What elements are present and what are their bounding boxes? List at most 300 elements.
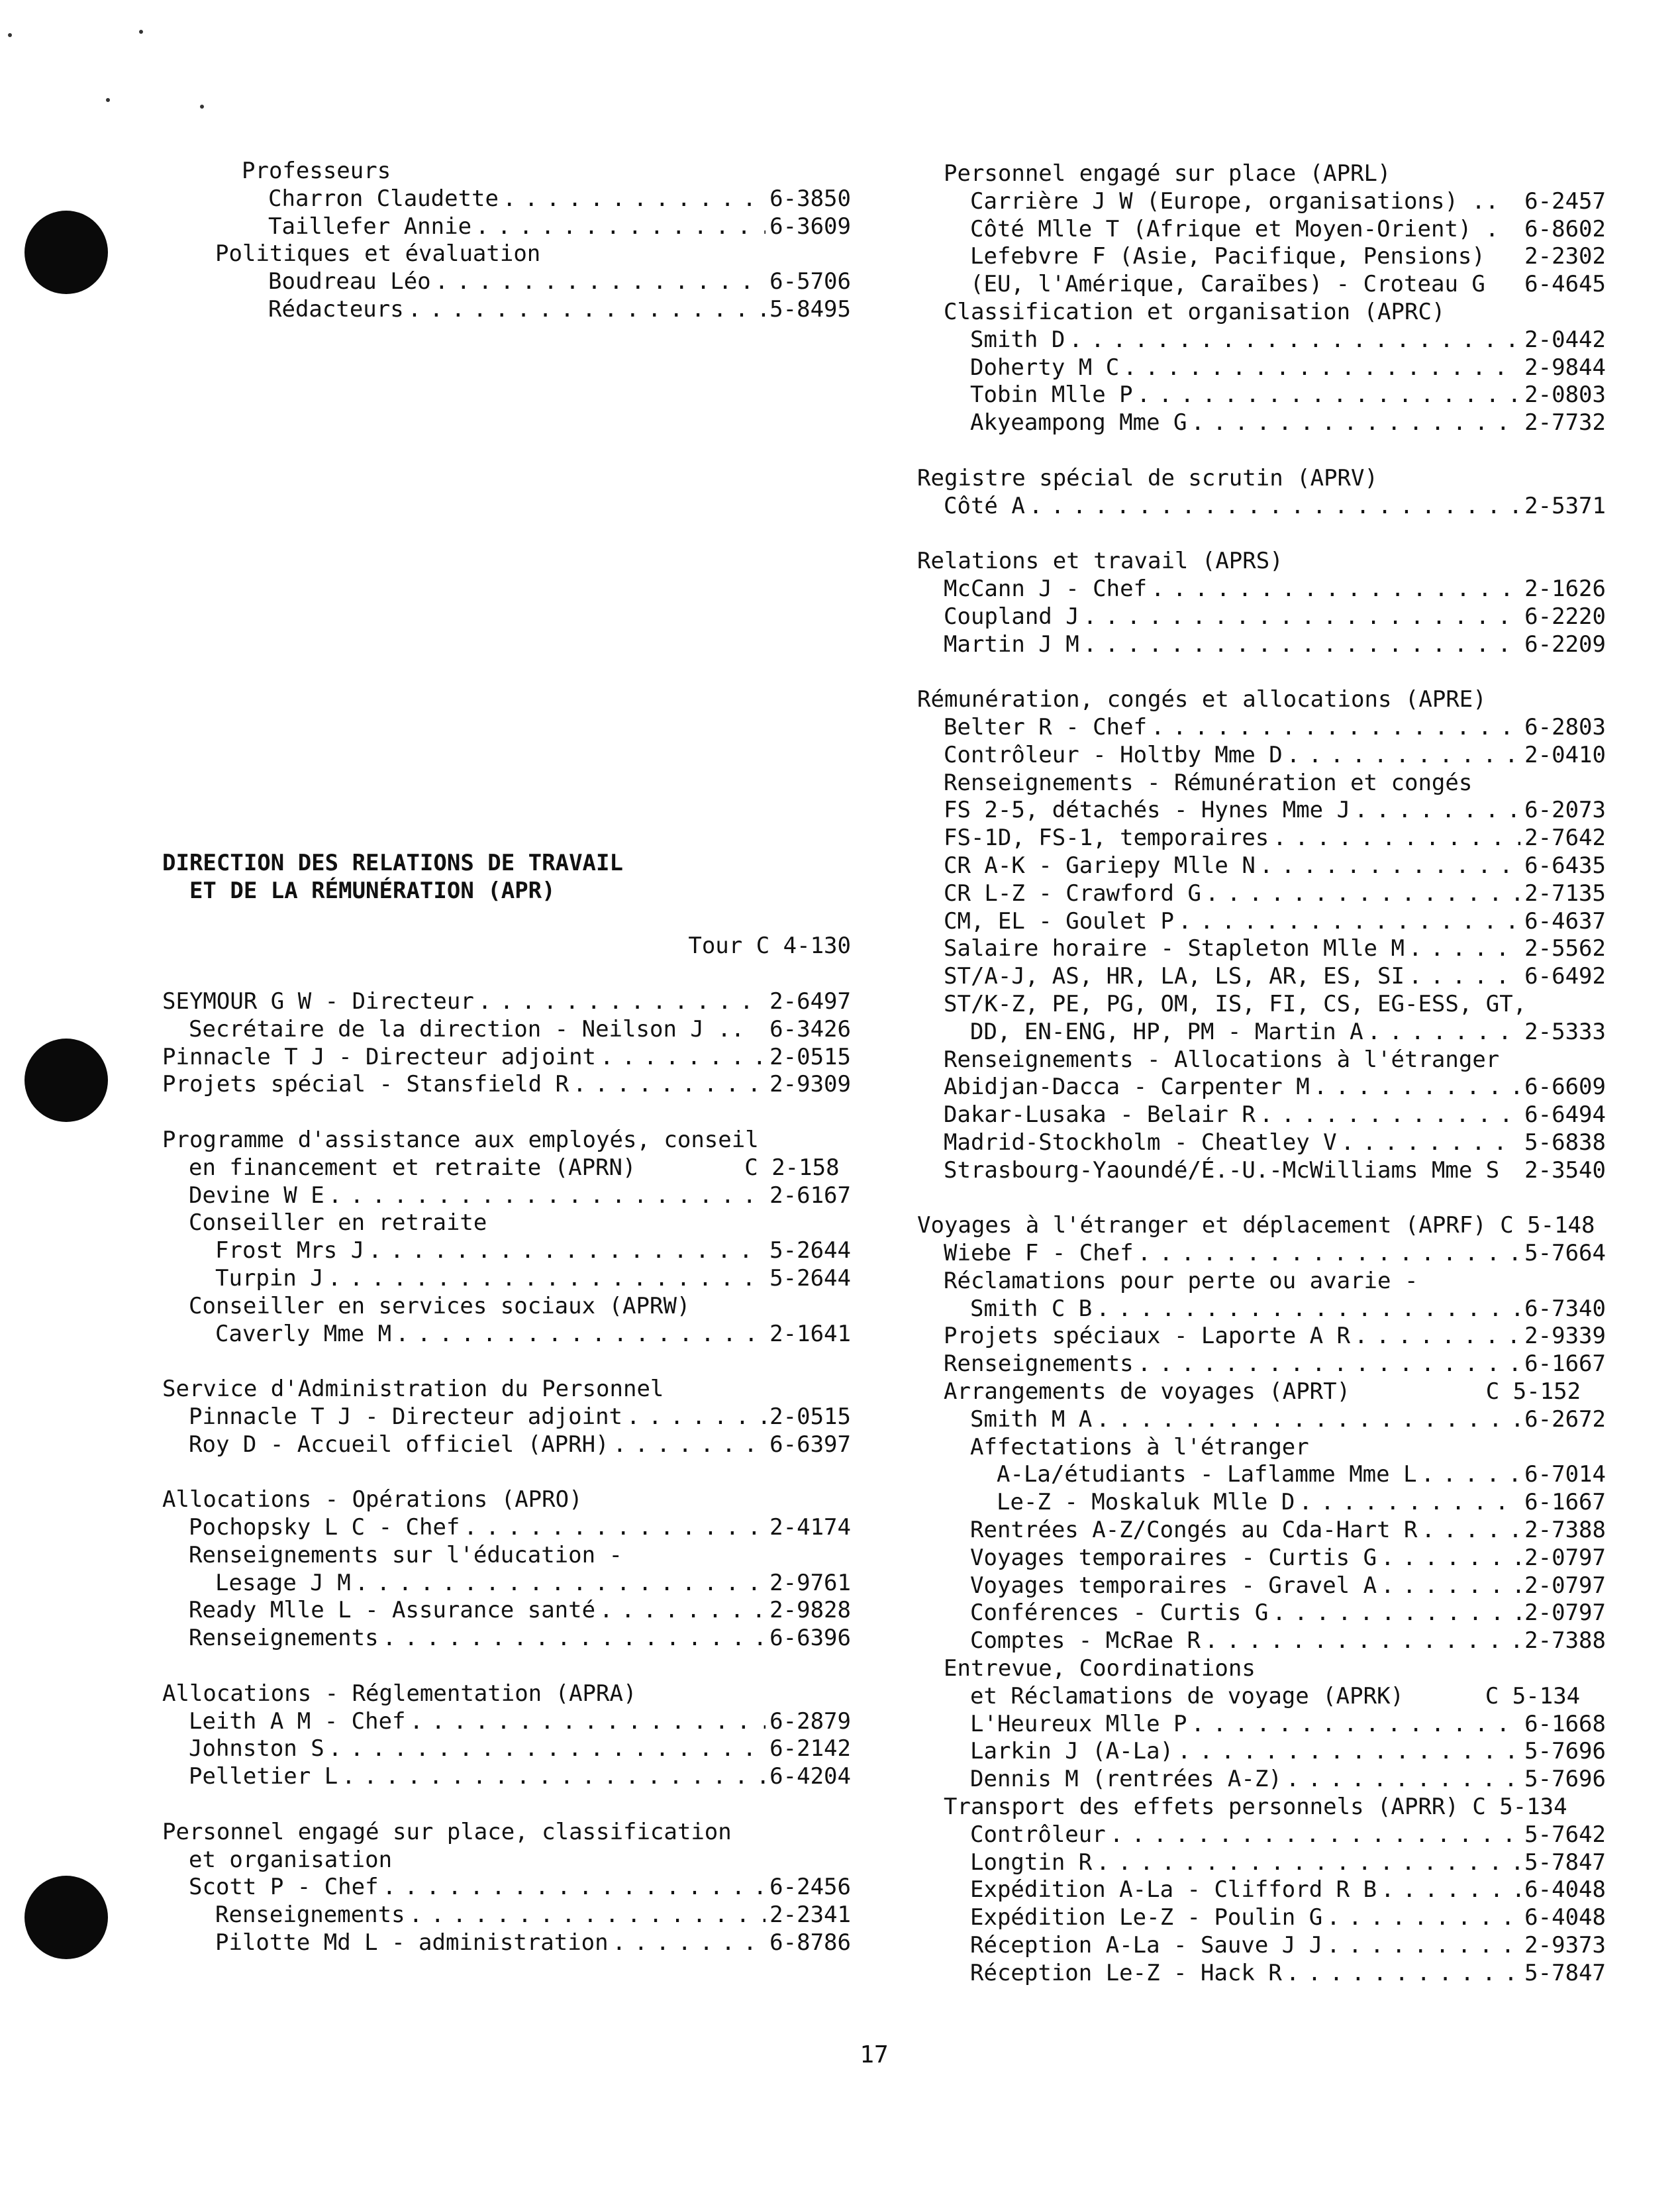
dot-leader bbox=[1069, 327, 1520, 354]
entry-name: Carrière J W (Europe, organisations) .. bbox=[970, 187, 1499, 215]
entry-name: Renseignements bbox=[944, 1350, 1134, 1378]
dot-leader bbox=[1205, 1627, 1520, 1655]
directory-subheading: Entrevue, Coordinations bbox=[944, 1655, 1256, 1682]
dot-leader bbox=[1096, 1296, 1520, 1323]
dot-leader bbox=[1191, 1711, 1521, 1739]
directory-entry bbox=[917, 1489, 1606, 1517]
entry-phone: 6-4048 bbox=[1524, 1904, 1606, 1931]
directory-subheading: Conseiller en services sociaux (APRW) bbox=[189, 1292, 691, 1319]
directory-entry bbox=[917, 1711, 1606, 1739]
dot-leader bbox=[573, 1071, 766, 1099]
dot-leader bbox=[1381, 1572, 1520, 1600]
entry-phone: 2-7732 bbox=[1524, 409, 1606, 436]
spacer bbox=[162, 1459, 851, 1487]
entry-phone: 6-8786 bbox=[769, 1929, 851, 1957]
entry-name: Renseignements bbox=[215, 1902, 405, 1929]
section-heading: ET DE LA RÉMUNÉRATION (APR) bbox=[162, 877, 556, 904]
dot-leader bbox=[1422, 1517, 1521, 1545]
dot-leader bbox=[1177, 1738, 1520, 1766]
directory-subheading: Programme d'assistance aux employés, conseil bbox=[162, 1126, 759, 1153]
dot-leader bbox=[1314, 1074, 1520, 1101]
entry-phone: 2-1626 bbox=[1524, 575, 1606, 602]
dot-leader bbox=[435, 268, 766, 296]
directory-entry bbox=[162, 1431, 851, 1459]
directory-entry bbox=[917, 963, 1606, 991]
entry-name: Belter R - Chef bbox=[944, 713, 1148, 740]
spacer bbox=[917, 520, 1606, 548]
directory-subheading: et Réclamations de voyage (APRK) C 5-134 bbox=[970, 1682, 1581, 1709]
dot-leader bbox=[626, 1403, 766, 1431]
dot-leader bbox=[1123, 354, 1520, 382]
spacer bbox=[917, 1184, 1606, 1212]
entry-name: L'Heureux Mlle P bbox=[970, 1710, 1187, 1737]
dot-leader bbox=[1286, 1766, 1520, 1794]
section-heading: DIRECTION DES RELATIONS DE TRAVAIL bbox=[162, 849, 623, 876]
dot-leader bbox=[1354, 1323, 1520, 1350]
directory-entry bbox=[917, 1876, 1606, 1904]
directory-entry bbox=[917, 216, 1606, 244]
dot-leader bbox=[1421, 1461, 1521, 1489]
spacer bbox=[162, 1653, 851, 1680]
directory-entry bbox=[162, 1929, 851, 1957]
dot-leader bbox=[328, 1735, 766, 1763]
entry-name: Scott P - Chef bbox=[189, 1874, 379, 1901]
entry-name: (EU, l'Amérique, Caraïbes) - Croteau G bbox=[970, 271, 1485, 298]
directory-entry bbox=[162, 1016, 851, 1044]
entry-phone: 6-1667 bbox=[1524, 1489, 1606, 1516]
entry-name: Johnston S bbox=[189, 1735, 324, 1762]
entry-name: Voyages temporaires - Curtis G bbox=[970, 1544, 1377, 1571]
scan-speck bbox=[139, 30, 143, 34]
dot-leader bbox=[355, 1570, 766, 1598]
directory-subheading: Renseignements sur l'éducation - bbox=[189, 1541, 623, 1568]
directory-entry bbox=[917, 1932, 1606, 1960]
entry-name: Dennis M (rentrées A-Z) bbox=[970, 1766, 1282, 1793]
dot-leader bbox=[1286, 1960, 1520, 1988]
entry-phone: 5-7642 bbox=[1524, 1821, 1606, 1848]
entry-name: Martin J M bbox=[944, 631, 1079, 658]
entry-phone: 6-6609 bbox=[1524, 1074, 1606, 1101]
dot-leader bbox=[1137, 381, 1521, 409]
dot-leader bbox=[383, 1874, 766, 1902]
directory-subheading: Voyages à l'étranger et déplacement (APRF) C 5-148 bbox=[917, 1212, 1595, 1239]
directory-subheading: Transport des effets personnels (APRR) C 5-134 bbox=[944, 1794, 1567, 1821]
dot-leader bbox=[1110, 1821, 1520, 1849]
entry-phone: 2-1641 bbox=[769, 1320, 851, 1347]
entry-name: Renseignements bbox=[189, 1625, 379, 1652]
directory-entry bbox=[917, 271, 1606, 299]
dot-leader bbox=[1083, 631, 1520, 659]
entry-name: CM, EL - Goulet P bbox=[944, 907, 1174, 935]
directory-entry bbox=[162, 1265, 851, 1293]
entry-phone: 6-5706 bbox=[769, 268, 851, 295]
entry-phone: 6-6492 bbox=[1524, 963, 1606, 990]
entry-name: Pilotte Md L - administration bbox=[215, 1929, 609, 1957]
directory-entry bbox=[917, 908, 1606, 936]
directory-subheading: Politiques et évaluation bbox=[215, 240, 541, 268]
entry-name: Smith D bbox=[970, 326, 1065, 353]
directory-entry bbox=[917, 1101, 1606, 1129]
entry-name: Akyeampong Mme G bbox=[970, 409, 1187, 436]
spacer bbox=[162, 960, 851, 988]
directory-entry bbox=[917, 935, 1606, 963]
spacer bbox=[162, 905, 851, 933]
directory-entry bbox=[917, 1572, 1606, 1600]
dot-leader bbox=[1151, 576, 1520, 603]
entry-name: Abidjan-Dacca - Carpenter M bbox=[944, 1074, 1310, 1101]
dot-leader bbox=[1083, 603, 1520, 631]
dot-leader bbox=[1367, 1019, 1521, 1046]
dot-leader bbox=[600, 1044, 766, 1072]
entry-phone: 6-2879 bbox=[769, 1707, 851, 1735]
entry-name: Rédacteurs bbox=[268, 295, 404, 323]
directory-entry bbox=[917, 1766, 1606, 1794]
directory-subheading: Renseignements - Allocations à l'étranger bbox=[944, 1046, 1500, 1073]
dot-leader bbox=[1354, 797, 1520, 825]
entry-name: Dakar-Lusaka - Belair R bbox=[944, 1101, 1256, 1129]
dot-leader bbox=[1178, 908, 1520, 936]
spacer bbox=[162, 1791, 851, 1819]
directory-entry bbox=[917, 1738, 1606, 1766]
directory-entry bbox=[917, 1129, 1606, 1157]
entry-phone: 2-9339 bbox=[1524, 1323, 1606, 1350]
directory-entry bbox=[917, 188, 1606, 216]
scan-speck bbox=[8, 33, 12, 37]
entry-name: Frost Mrs J bbox=[215, 1237, 365, 1264]
dot-leader bbox=[1191, 409, 1521, 437]
entry-name: Caverly Mme M bbox=[215, 1320, 392, 1347]
dot-leader bbox=[1341, 1129, 1521, 1157]
entry-phone: 5-7847 bbox=[1524, 1959, 1606, 1986]
directory-entry bbox=[917, 381, 1606, 409]
dot-leader bbox=[478, 988, 766, 1016]
entry-phone: 2-0442 bbox=[1524, 326, 1606, 353]
directory-entry bbox=[162, 1182, 851, 1210]
entry-name: Larkin J (A-La) bbox=[970, 1738, 1174, 1765]
directory-subheading: et organisation bbox=[189, 1846, 393, 1873]
directory-entry bbox=[162, 268, 851, 296]
directory-entry bbox=[917, 1627, 1606, 1655]
entry-name: Madrid-Stockholm - Cheatley V bbox=[944, 1129, 1337, 1156]
directory-subheading: Personnel engagé sur place, classification bbox=[162, 1818, 732, 1845]
directory-entry bbox=[162, 1597, 851, 1625]
entry-name: Projets spécial - Stansfield R bbox=[162, 1071, 569, 1098]
directory-entry bbox=[917, 1545, 1606, 1572]
directory-entry bbox=[917, 714, 1606, 742]
scan-speck bbox=[106, 98, 110, 102]
entry-phone: 6-6396 bbox=[769, 1625, 851, 1652]
directory-entry bbox=[917, 409, 1606, 437]
directory-entry bbox=[917, 1074, 1606, 1101]
entry-phone: 6-3426 bbox=[769, 1015, 851, 1043]
entry-name: Pochopsky L C - Chef bbox=[189, 1514, 460, 1541]
entry-name: Roy D - Accueil officiel (APRH) bbox=[189, 1431, 609, 1458]
directory-entry bbox=[917, 327, 1606, 354]
entry-name: Conférences - Curtis G bbox=[970, 1600, 1269, 1627]
entry-phone: 5-6838 bbox=[1524, 1129, 1606, 1156]
directory-entry bbox=[917, 742, 1606, 770]
entry-name: Expédition A-La - Clifford R B bbox=[970, 1876, 1377, 1904]
entry-name: SEYMOUR G W - Directeur bbox=[162, 988, 474, 1015]
directory-entry bbox=[917, 1019, 1606, 1046]
directory-entry bbox=[917, 1350, 1606, 1378]
spacer bbox=[917, 658, 1606, 686]
directory-entry bbox=[917, 603, 1606, 631]
directory-subheading: Renseignements - Rémunération et congés bbox=[944, 769, 1473, 796]
dot-leader bbox=[1408, 935, 1520, 963]
entry-phone: 2-9828 bbox=[769, 1597, 851, 1624]
entry-name: Leith A M - Chef bbox=[189, 1707, 406, 1735]
spacer bbox=[162, 1348, 851, 1376]
directory-entry bbox=[917, 493, 1606, 521]
directory-subheading: Rémunération, congés et allocations (APRE) bbox=[917, 686, 1487, 713]
spacer bbox=[162, 324, 851, 850]
entry-name: Lefebvre F (Asie, Pacifique, Pensions) bbox=[970, 243, 1485, 270]
entry-name: Wiebe F - Chef bbox=[944, 1240, 1134, 1267]
directory-entry bbox=[917, 1904, 1606, 1932]
entry-phone: 2-7388 bbox=[1524, 1517, 1606, 1544]
entry-name: Voyages temporaires - Gravel A bbox=[970, 1572, 1377, 1599]
entry-phone: 5-7664 bbox=[1524, 1240, 1606, 1267]
entry-phone: 6-2220 bbox=[1524, 603, 1606, 630]
entry-phone: 2-3540 bbox=[1524, 1156, 1606, 1184]
entry-phone: 6-7340 bbox=[1524, 1295, 1606, 1322]
entry-name: Charron Claudette bbox=[268, 185, 499, 212]
directory-entry bbox=[917, 825, 1606, 852]
dot-leader bbox=[1096, 1406, 1520, 1434]
entry-name: Turpin J bbox=[215, 1264, 324, 1292]
directory-entry bbox=[162, 213, 851, 241]
dot-leader bbox=[464, 1514, 766, 1542]
entry-name: Strasbourg-Yaoundé/É.-U.-McWilliams Mme S bbox=[944, 1156, 1500, 1184]
directory-entry bbox=[917, 797, 1606, 825]
directory-entry bbox=[162, 1321, 851, 1348]
entry-phone: 6-2073 bbox=[1524, 797, 1606, 824]
dot-leader bbox=[1326, 1932, 1520, 1960]
directory-subheading: Réclamations pour perte ou avarie - bbox=[944, 1267, 1418, 1294]
dot-leader bbox=[503, 185, 766, 213]
entry-phone: 2-9309 bbox=[769, 1071, 851, 1098]
entry-phone: 2-0410 bbox=[1524, 741, 1606, 768]
entry-name: Smith M A bbox=[970, 1405, 1093, 1433]
directory-entry bbox=[917, 1821, 1606, 1849]
entry-phone: 2-5562 bbox=[1524, 935, 1606, 962]
entry-name: Pelletier L bbox=[189, 1763, 338, 1790]
right-column bbox=[917, 160, 1606, 1988]
dot-leader bbox=[328, 1182, 766, 1210]
entry-phone: 2-7388 bbox=[1524, 1627, 1606, 1654]
entry-name: Smith C B bbox=[970, 1295, 1093, 1322]
directory-entry bbox=[162, 1071, 851, 1099]
entry-name: Projets spéciaux - Laporte A R bbox=[944, 1323, 1351, 1350]
directory-entry bbox=[917, 1461, 1606, 1489]
dot-leader bbox=[383, 1625, 766, 1653]
entry-name: Pinnacle T J - Directeur adjoint bbox=[189, 1403, 623, 1430]
directory-entry bbox=[162, 988, 851, 1016]
entry-phone: 6-6494 bbox=[1524, 1101, 1606, 1129]
directory-entry bbox=[162, 1514, 851, 1542]
dot-leader bbox=[1096, 1849, 1520, 1877]
entry-phone: 2-6497 bbox=[769, 988, 851, 1015]
dot-leader bbox=[475, 213, 766, 241]
dot-leader bbox=[1273, 825, 1520, 852]
entry-phone: 2-0797 bbox=[1524, 1544, 1606, 1571]
entry-phone: 6-4645 bbox=[1524, 271, 1606, 298]
dot-leader bbox=[1138, 1350, 1521, 1378]
entry-phone: 2-0515 bbox=[769, 1043, 851, 1070]
directory-entry bbox=[162, 1874, 851, 1902]
entry-phone: 6-2672 bbox=[1524, 1405, 1606, 1433]
entry-name: Le-Z - Moskaluk Mlle D bbox=[997, 1489, 1295, 1516]
binder-hole bbox=[25, 211, 108, 294]
entry-phone: 6-2457 bbox=[1524, 187, 1606, 215]
scan-speck bbox=[200, 105, 204, 109]
dot-leader bbox=[613, 1929, 766, 1957]
directory-subheading: Service d'Administration du Personnel bbox=[162, 1376, 664, 1403]
entry-name: Réception Le-Z - Hack R bbox=[970, 1959, 1282, 1986]
entry-phone: 2-0797 bbox=[1524, 1600, 1606, 1627]
entry-phone: 2-7135 bbox=[1524, 880, 1606, 907]
entry-phone: 6-6435 bbox=[1524, 852, 1606, 879]
spacer bbox=[917, 437, 1606, 465]
left-column bbox=[162, 158, 851, 1957]
directory-entry bbox=[162, 1708, 851, 1736]
entry-name: Expédition Le-Z - Poulin G bbox=[970, 1904, 1323, 1931]
directory-entry bbox=[162, 1237, 851, 1265]
entry-phone: 6-4637 bbox=[1524, 907, 1606, 935]
dot-leader bbox=[342, 1763, 766, 1791]
entry-name: Tobin Mlle P bbox=[970, 381, 1133, 409]
dot-leader bbox=[1408, 963, 1520, 991]
directory-entry bbox=[162, 1735, 851, 1763]
dot-leader bbox=[1029, 493, 1520, 521]
entry-name: Contrôleur bbox=[970, 1821, 1106, 1848]
entry-name: Côté A bbox=[944, 492, 1025, 519]
directory-entry bbox=[917, 1517, 1606, 1545]
entry-name: DD, EN-ENG, HP, PM - Martin A bbox=[970, 1018, 1363, 1045]
dot-leader bbox=[1287, 742, 1520, 770]
dot-leader bbox=[410, 1708, 766, 1736]
dot-leader bbox=[1138, 1240, 1521, 1268]
dot-leader bbox=[1151, 714, 1520, 742]
entry-phone: 6-1667 bbox=[1524, 1350, 1606, 1378]
page-number: 17 bbox=[860, 2041, 889, 2068]
directory-subheading: Allocations - Opérations (APRO) bbox=[162, 1486, 583, 1513]
entry-phone: 6-8602 bbox=[1524, 215, 1606, 242]
entry-name: FS 2-5, détachés - Hynes Mme J bbox=[944, 797, 1351, 824]
directory-entry bbox=[917, 1960, 1606, 1988]
directory-subheading: Personnel engagé sur place (APRL) bbox=[944, 160, 1391, 187]
entry-phone: 6-3850 bbox=[769, 185, 851, 212]
entry-name: Comptes - McRae R bbox=[970, 1627, 1201, 1654]
entry-phone: 6-4048 bbox=[1524, 1876, 1606, 1904]
entry-name: Doherty M C bbox=[970, 354, 1120, 381]
directory-entry bbox=[917, 1296, 1606, 1323]
directory-entry bbox=[917, 1406, 1606, 1434]
entry-phone: 2-5371 bbox=[1524, 492, 1606, 519]
entry-name: ST/A-J, AS, HR, LA, LS, AR, ES, SI bbox=[944, 963, 1405, 990]
entry-phone: 6-7014 bbox=[1524, 1461, 1606, 1488]
location-text: Tour C 4-130 bbox=[688, 933, 851, 960]
directory-entry bbox=[162, 296, 851, 324]
dot-leader bbox=[408, 296, 766, 324]
directory-entry bbox=[162, 1625, 851, 1653]
entry-phone: 2-0515 bbox=[769, 1403, 851, 1430]
entry-phone: 2-0803 bbox=[1524, 381, 1606, 409]
entry-phone: 2-2341 bbox=[769, 1902, 851, 1929]
directory-entry bbox=[917, 1240, 1606, 1268]
entry-phone: 6-2142 bbox=[769, 1735, 851, 1762]
dot-leader bbox=[1381, 1876, 1520, 1904]
entry-phone: 2-6167 bbox=[769, 1182, 851, 1209]
directory-entry bbox=[162, 1902, 851, 1929]
directory-entry bbox=[162, 1570, 851, 1598]
dot-leader bbox=[1260, 852, 1520, 880]
directory-entry bbox=[162, 1403, 851, 1431]
directory-subheading: Registre spécial de scrutin (APRV) bbox=[917, 464, 1378, 491]
entry-name: Réception A-La - Sauve J J bbox=[970, 1932, 1323, 1958]
entry-name: Côté Mlle T (Afrique et Moyen-Orient) . bbox=[970, 215, 1499, 242]
entry-name: Salaire horaire - Stapleton Mlle M bbox=[944, 935, 1405, 962]
directory-entry bbox=[917, 852, 1606, 880]
directory-entry bbox=[917, 354, 1606, 382]
entry-name: Contrôleur - Holtby Mme D bbox=[944, 741, 1283, 768]
entry-phone: 5-2644 bbox=[769, 1237, 851, 1264]
entry-name: Ready Mlle L - Assurance santé bbox=[189, 1597, 596, 1624]
entry-phone: 5-8495 bbox=[769, 295, 851, 323]
directory-entry bbox=[162, 1044, 851, 1072]
dot-leader bbox=[395, 1321, 766, 1348]
directory-subheading: Affectations à l'étranger bbox=[970, 1433, 1309, 1460]
entry-name: Coupland J bbox=[944, 603, 1079, 630]
directory-entry bbox=[917, 1157, 1606, 1185]
entry-phone: 6-4204 bbox=[769, 1763, 851, 1790]
entry-name: Devine W E bbox=[189, 1182, 324, 1209]
entry-phone: 5-2644 bbox=[769, 1264, 851, 1292]
entry-phone: 2-9761 bbox=[769, 1569, 851, 1596]
binder-hole bbox=[25, 1876, 108, 1959]
directory-subheading: Professeurs bbox=[242, 158, 391, 184]
entry-phone: 6-1668 bbox=[1524, 1710, 1606, 1737]
entry-phone: 6-2803 bbox=[1524, 713, 1606, 740]
entry-phone: 6-2209 bbox=[1524, 631, 1606, 658]
directory-subheading: Allocations - Réglementation (APRA) bbox=[162, 1680, 637, 1707]
entry-phone: 6-3609 bbox=[769, 213, 851, 240]
entry-name: Boudreau Léo bbox=[268, 268, 431, 295]
entry-name: A-La/étudiants - Laflamme Mme L bbox=[997, 1461, 1417, 1488]
dot-leader bbox=[599, 1597, 766, 1625]
entry-phone: 5-7696 bbox=[1524, 1738, 1606, 1765]
entry-name: Pinnacle T J - Directeur adjoint bbox=[162, 1043, 597, 1070]
entry-phone: 6-2456 bbox=[769, 1874, 851, 1901]
dot-leader bbox=[1299, 1489, 1520, 1517]
entry-name: CR L-Z - Crawford G bbox=[944, 880, 1201, 907]
directory-entry bbox=[917, 1600, 1606, 1627]
directory-subheading: Classification et organisation (APRC) bbox=[944, 298, 1446, 325]
entry-name: Longtin R bbox=[970, 1849, 1093, 1876]
dot-leader bbox=[613, 1431, 766, 1459]
directory-entry bbox=[162, 185, 851, 213]
dot-leader bbox=[1260, 1101, 1520, 1129]
dot-leader bbox=[1381, 1545, 1520, 1572]
entry-name: Secrétaire de la direction - Neilson J .. bbox=[189, 1015, 745, 1043]
directory-entry bbox=[917, 576, 1606, 603]
binder-hole bbox=[25, 1039, 108, 1122]
directory-subheading: Relations et travail (APRS) bbox=[917, 548, 1283, 575]
entry-phone: 6-6397 bbox=[769, 1431, 851, 1458]
entry-phone: 2-0797 bbox=[1524, 1572, 1606, 1599]
entry-phone: 2-2302 bbox=[1524, 243, 1606, 270]
